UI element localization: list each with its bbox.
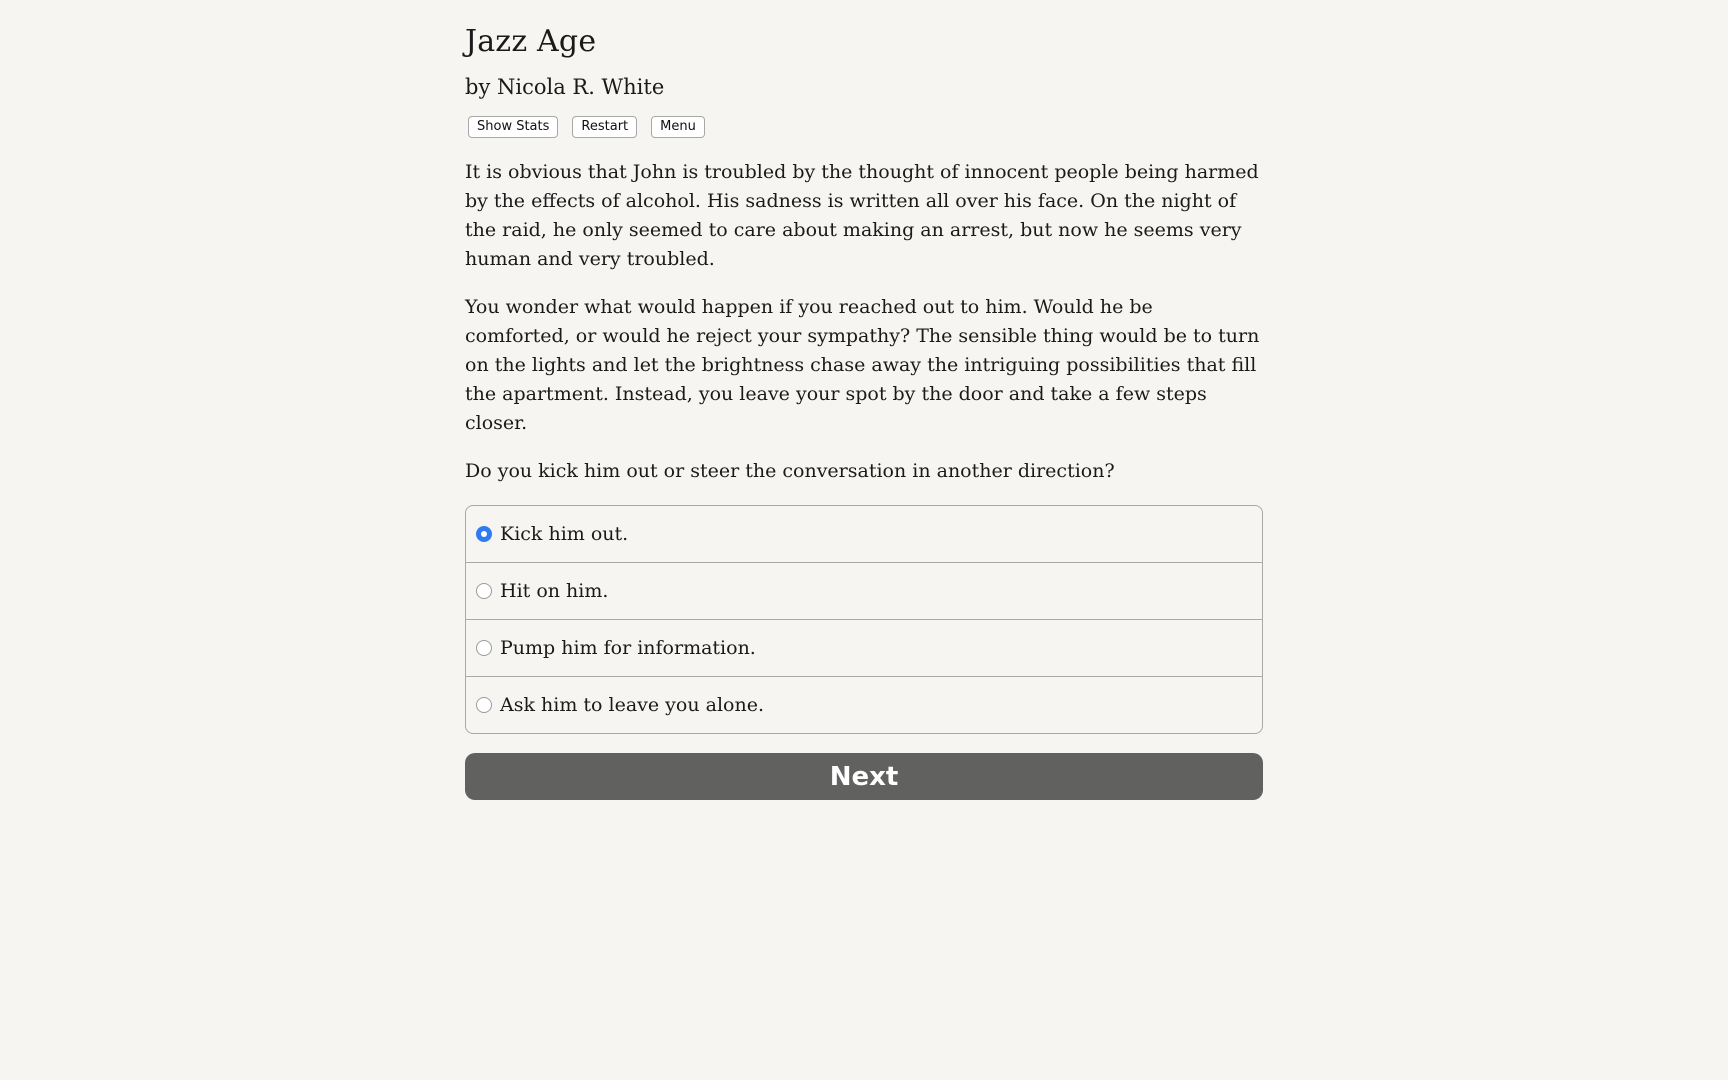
story-paragraph: It is obvious that John is troubled by the thought of innocent people being harmed by the effects of alcohol. His sadness is written all over his face. On the night of the raid, he only seemed to care about making an arrest, but now he seems very human and very troubled. [465,161,1259,270]
choice-option-kick-him-out[interactable] [466,506,1262,562]
choice-label: Ask him to leave you alone. [500,694,764,716]
choice-option-pump-for-information[interactable] [466,619,1262,676]
game-container [465,0,1263,800]
choice-option-ask-to-leave[interactable] [466,676,1262,733]
toolbar [465,116,1263,138]
menu-button[interactable]: Menu [651,116,705,138]
choice-label: Kick him out. [500,523,629,545]
restart-button[interactable]: Restart [572,116,637,138]
story-text [465,158,1263,486]
choice-label: Hit on him. [500,580,609,602]
radio-selected-icon[interactable] [476,526,492,542]
choice-prompt: Do you kick him out or steer the conversation in another direction? [465,460,1115,482]
next-button[interactable]: Next [465,753,1263,800]
choice-option-hit-on-him[interactable] [466,562,1262,619]
choice-label: Pump him for information. [500,637,756,659]
radio-unselected-icon[interactable] [476,583,492,599]
choice-list [465,505,1263,734]
game-title: Jazz Age [465,24,597,59]
radio-unselected-icon[interactable] [476,697,492,713]
radio-unselected-icon[interactable] [476,640,492,656]
show-stats-button[interactable]: Show Stats [468,116,558,138]
author-byline: by Nicola R. White [465,75,665,99]
story-paragraph: You wonder what would happen if you reached out to him. Would he be comforted, or would he reject your sympathy? The sensible thing would be to turn on the lights and let the brightness chase away the intriguing possibilities that fill the apartment. Instead, you leave your spot by the door and take a few steps closer. [465,296,1260,434]
